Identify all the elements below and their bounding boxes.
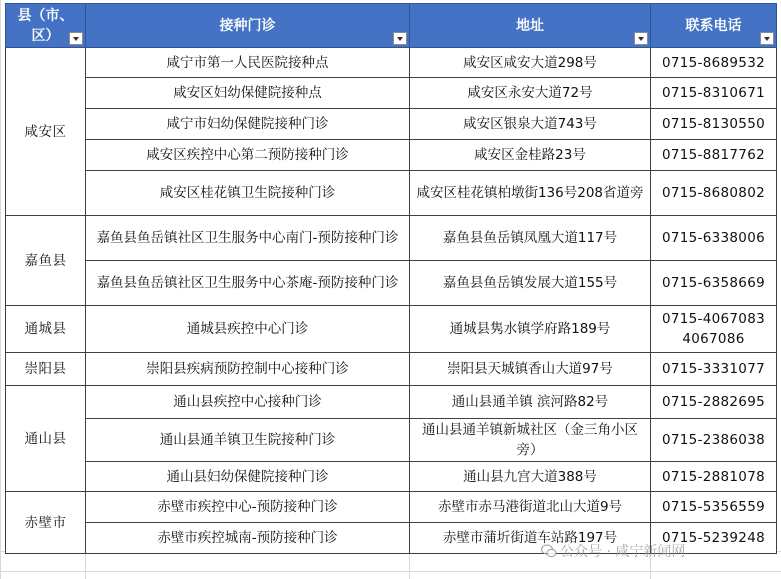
address-cell: 咸安区金桂路23号 (410, 140, 651, 171)
site-cell: 通城县疾控中心门诊 (86, 306, 410, 353)
gridline (85, 551, 86, 579)
phone-cell: 0715-8680802 (651, 171, 777, 216)
gridline (0, 571, 781, 572)
site-cell: 通山县通羊镇卫生院接种门诊 (86, 419, 410, 462)
site-cell: 通山县疾控中心接种门诊 (86, 386, 410, 419)
phone-cell: 0715-2386038 (651, 419, 777, 462)
site-cell: 咸安区妇幼保健院接种点 (86, 78, 410, 109)
phone-cell: 0715-4067083 4067086 (651, 306, 777, 353)
address-cell: 咸安区咸安大道298号 (410, 48, 651, 78)
address-cell: 赤壁市赤马港街道北山大道9号 (410, 492, 651, 523)
table-row (6, 140, 777, 171)
address-cell: 通山县通羊镇新城社区（金三角小区旁） (410, 419, 651, 462)
phone-cell: 0715-8310671 (651, 78, 777, 109)
address-cell: 嘉鱼县鱼岳镇发展大道155号 (410, 261, 651, 306)
table-row (6, 78, 777, 109)
vaccination-sites-table (5, 3, 777, 554)
phone-cell: 0715-8817762 (651, 140, 777, 171)
site-cell: 咸安区桂花镇卫生院接种门诊 (86, 171, 410, 216)
table-row (6, 109, 777, 140)
phone-cell: 0715-2881078 (651, 462, 777, 492)
watermark-text: 公众号 · 咸宁新闻网 (560, 544, 686, 560)
site-cell: 嘉鱼县鱼岳镇社区卫生服务中心南门-预防接种门诊 (86, 216, 410, 261)
table-row (6, 261, 777, 306)
column-header-address-label: 地址 (516, 17, 544, 34)
site-cell: 赤壁市疾控中心-预防接种门诊 (86, 492, 410, 523)
address-cell: 咸安区桂花镇柏墩街136号208省道旁 (410, 171, 651, 216)
table-row (6, 48, 777, 78)
county-cell: 赤壁市 (6, 492, 86, 554)
filter-dropdown-icon[interactable] (393, 32, 407, 45)
site-cell: 咸安区疾控中心第二预防接种门诊 (86, 140, 410, 171)
table-row (6, 216, 777, 261)
watermark (541, 541, 685, 561)
phone-cell: 0715-8130550 (651, 109, 777, 140)
site-cell: 崇阳县疾病预防控制中心接种门诊 (86, 353, 410, 386)
phone-cell: 0715-6338006 (651, 216, 777, 261)
column-header-county[interactable] (6, 4, 86, 48)
address-cell: 嘉鱼县鱼岳镇凤凰大道117号 (410, 216, 651, 261)
site-cell: 嘉鱼县鱼岳镇社区卫生服务中心茶庵-预防接种门诊 (86, 261, 410, 306)
site-cell: 通山县妇幼保健院接种门诊 (86, 462, 410, 492)
filter-dropdown-icon[interactable] (69, 32, 83, 45)
phone-cell: 0715-6358669 (651, 261, 777, 306)
county-cell: 咸安区 (6, 48, 86, 216)
county-cell: 通山县 (6, 386, 86, 492)
column-header-address[interactable] (410, 4, 651, 48)
address-cell: 赤壁市蒲圻街道车站路197号 (410, 523, 651, 554)
county-cell: 嘉鱼县 (6, 216, 86, 306)
address-cell: 通山县通羊镇 滨河路82号 (410, 386, 651, 419)
county-cell: 崇阳县 (6, 353, 86, 386)
address-cell: 咸安区银泉大道743号 (410, 109, 651, 140)
table-row (6, 171, 777, 216)
table-row (6, 306, 777, 353)
address-cell: 通山县九宫大道388号 (410, 462, 651, 492)
phone-cell: 0715-2882695 (651, 386, 777, 419)
table-row (6, 462, 777, 492)
site-cell: 咸宁市第一人民医院接种点 (86, 48, 410, 78)
phone-cell: 0715-8689532 (651, 48, 777, 78)
address-cell: 崇阳县天城镇香山大道97号 (410, 353, 651, 386)
phone-cell: 0715-5239248 (651, 523, 777, 554)
column-header-phone-label: 联系电话 (685, 17, 742, 34)
filter-dropdown-icon[interactable] (634, 32, 648, 45)
gridline (409, 551, 410, 579)
address-cell: 咸安区永安大道72号 (410, 78, 651, 109)
county-cell: 通城县 (6, 306, 86, 353)
column-header-phone[interactable] (651, 4, 777, 48)
site-cell: 咸宁市妇幼保健院接种门诊 (86, 109, 410, 140)
header-row (6, 4, 777, 48)
site-cell: 赤壁市疾控城南-预防接种门诊 (86, 523, 410, 554)
column-header-county-label: 县（市、区） (17, 7, 74, 44)
phone-cell: 0715-5356559 (651, 492, 777, 523)
filter-dropdown-icon[interactable] (760, 32, 774, 45)
table-row (6, 386, 777, 419)
column-header-site[interactable] (86, 4, 410, 48)
table-row (6, 419, 777, 462)
phone-cell: 0715-3331077 (651, 353, 777, 386)
gridline (0, 0, 1, 579)
address-cell: 通城县隽水镇学府路189号 (410, 306, 651, 353)
wechat-icon (541, 544, 557, 558)
column-header-site-label: 接种门诊 (219, 17, 276, 34)
table-row (6, 492, 777, 523)
table-row (6, 353, 777, 386)
